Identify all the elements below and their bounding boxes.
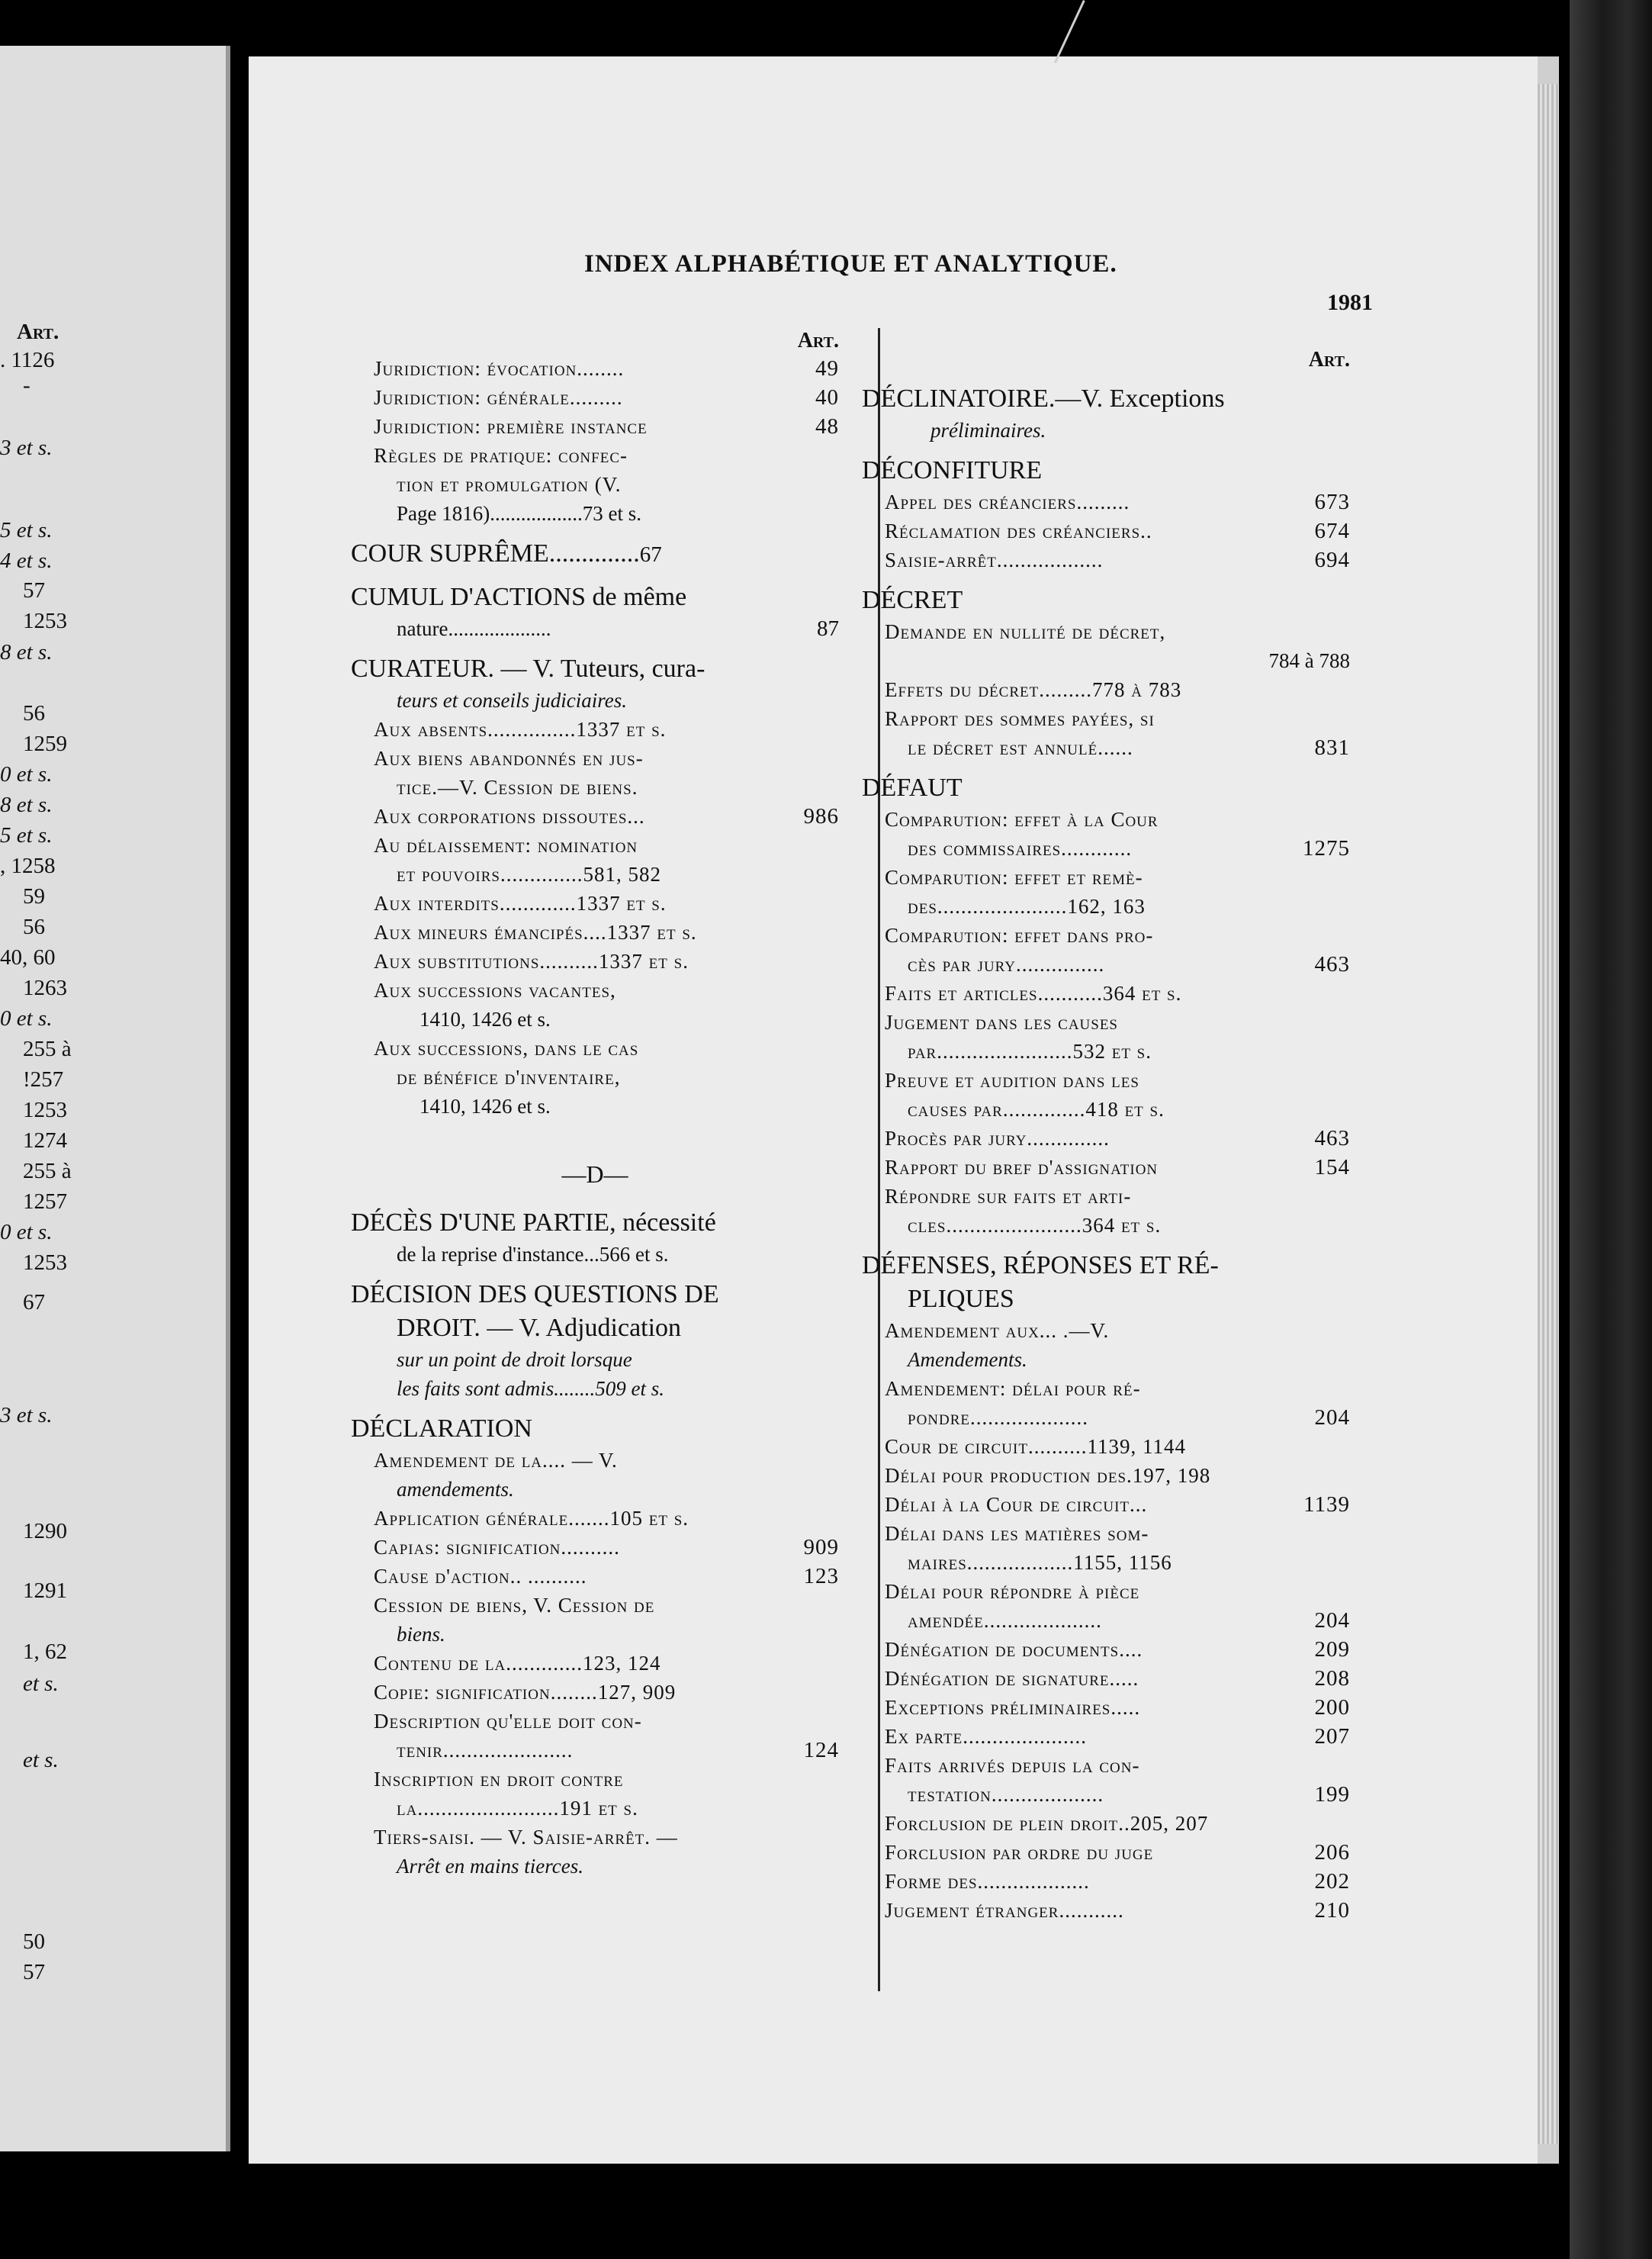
entry-text: Application générale.......105 et s. (374, 1507, 689, 1530)
page-stack-edge (1538, 84, 1559, 2144)
index-entry (862, 1519, 1350, 1548)
article-number: 1275 (1303, 836, 1350, 861)
entry-text: la........................191 et s. (397, 1797, 638, 1820)
entry-text: DÉCLINATOIRE.—V. Exceptions (862, 385, 1225, 413)
index-entry (862, 1374, 1350, 1403)
index-entry (862, 1345, 1350, 1374)
index-entry (351, 831, 839, 860)
entry-text: amendée.................... (908, 1609, 1102, 1632)
index-entry (351, 802, 839, 831)
index-column-right (862, 347, 1350, 1925)
entry-text: Délai pour production des.197, 198 (885, 1464, 1211, 1487)
entry-text: DÉCONFITURE (862, 456, 1043, 484)
index-entry (862, 1635, 1350, 1664)
entry-text: Aux corporations dissoutes... (374, 805, 645, 828)
index-entry (862, 863, 1350, 892)
prev-page-margin-text: 1291 (23, 1578, 67, 1603)
entry-text: Règles de pratique: confec- (374, 444, 628, 467)
prev-page-margin-text: 56 (23, 915, 45, 939)
entry-text: Page 1816)..................73 et s. (397, 502, 641, 525)
entry-text: PLIQUES (908, 1285, 1014, 1313)
index-heading (351, 652, 839, 686)
index-entry (351, 1240, 839, 1269)
entry-text: Tiers-saisi. — V. Saisie-arrêt. — (374, 1826, 678, 1849)
prev-page-margin-text: 57 (23, 1960, 45, 1984)
index-entry (862, 1153, 1350, 1182)
entry-text: Contenu de la.............123, 124 (374, 1652, 661, 1675)
index-entry (351, 614, 839, 643)
entry-text: Juridiction: générale......... (374, 386, 623, 409)
index-entry (862, 1722, 1350, 1751)
index-entry (862, 1432, 1350, 1461)
entry-text: de bénéfice d'inventaire, (397, 1066, 621, 1089)
index-entry (862, 1066, 1350, 1095)
entry-text: Saisie-arrêt.................. (885, 549, 1104, 571)
entry-text: de la reprise d'instance...566 et s. (397, 1243, 669, 1266)
index-heading (862, 382, 1350, 416)
entry-text: teurs et conseils judiciaires. (397, 689, 627, 712)
prev-page-margin-text: - (23, 373, 31, 397)
index-entry (351, 383, 839, 412)
index-entry (351, 889, 839, 918)
entry-text: sur un point de droit lorsque (397, 1348, 632, 1371)
entry-text: Dénégation de signature..... (885, 1667, 1139, 1690)
index-entry (351, 1649, 839, 1678)
index-entry (862, 416, 1350, 445)
prev-page-margin-text: 3 et s. (0, 436, 53, 460)
prev-page-margin-text: 67 (23, 1290, 45, 1315)
prev-page-margin-text: 0 et s. (0, 1006, 53, 1031)
prev-page-margin-text: 8 et s. (0, 793, 53, 817)
entry-text: CUMUL D'ACTIONS de même (351, 583, 687, 611)
index-entry (351, 412, 839, 441)
entry-text: Cession de biens, V. Cession de (374, 1594, 655, 1617)
index-entry (862, 921, 1350, 950)
index-entry (862, 1461, 1350, 1490)
index-entry (862, 617, 1350, 646)
index-entry (862, 1809, 1350, 1838)
entry-text: Ex parte..................... (885, 1725, 1088, 1748)
entry-text: nature.................... (397, 617, 551, 640)
prev-page-margin-text: 40, 60 (0, 945, 56, 970)
index-entry (351, 1620, 839, 1649)
index-entry (351, 860, 839, 889)
index-heading (862, 1249, 1350, 1282)
index-entry (862, 704, 1350, 733)
entry-text: 784 à 788 (1268, 649, 1350, 672)
entry-text: DÉCISION DES QUESTIONS DE (351, 1280, 719, 1308)
entry-text: Dénégation de documents.... (885, 1638, 1143, 1661)
prev-page-margin-text: et s. (23, 1748, 59, 1772)
entry-text: Amendements. (908, 1348, 1027, 1371)
index-entry (351, 1374, 839, 1403)
article-number: 674 (1314, 519, 1350, 543)
article-number: 154 (1314, 1155, 1350, 1179)
index-entry (351, 1005, 839, 1034)
prev-page-margin-text: 1257 (23, 1189, 67, 1214)
entry-text: Réclamation des créanciers.. (885, 520, 1152, 542)
entry-text: cles.......................364 et s. (908, 1214, 1162, 1237)
art-column-label: Art. (1308, 348, 1350, 372)
index-column-left (351, 328, 839, 1881)
index-entry (351, 1475, 839, 1504)
index-entry (351, 354, 839, 383)
entry-text: Répondre sur faits et arti- (885, 1185, 1132, 1208)
entry-text: les faits sont admis........509 et s. (397, 1377, 665, 1400)
index-heading (351, 1311, 839, 1345)
prev-page-margin-text: , 1258 (0, 854, 56, 878)
article-number: 463 (1314, 1126, 1350, 1150)
index-entry (862, 1124, 1350, 1153)
scanner-background-right (1570, 0, 1652, 2259)
entry-text: Aux mineurs émancipés....1337 et s. (374, 921, 697, 944)
index-entry (862, 1490, 1350, 1519)
entry-text: Au délaissement: nomination (374, 834, 638, 857)
entry-text: Comparution: effet et remè- (885, 866, 1143, 889)
prev-page-margin-text: !257 (23, 1067, 64, 1092)
index-entry (862, 1008, 1350, 1037)
entry-text: Juridiction: évocation........ (374, 357, 625, 380)
index-entry (862, 1867, 1350, 1896)
prev-page-margin-text: 1274 (23, 1128, 67, 1153)
prev-page-margin-text: 1, 62 (23, 1640, 67, 1664)
prev-page-margin-text: et s. (23, 1672, 59, 1696)
entry-text: tion et promulgation (V. (397, 473, 622, 496)
entry-text: CURATEUR. — V. Tuteurs, cura- (351, 655, 705, 683)
index-entry (862, 892, 1350, 921)
entry-text: 1410, 1426 et s. (419, 1095, 551, 1118)
article-number: 200 (1314, 1695, 1350, 1720)
index-heading (862, 1282, 1350, 1316)
index-heading (862, 454, 1350, 488)
prev-page-margin-text: 50 (23, 1929, 45, 1954)
entry-text: DROIT. — V. Adjudication (397, 1314, 682, 1342)
index-entry (351, 1092, 839, 1121)
article-number: 1139 (1303, 1492, 1350, 1517)
index-entry (351, 918, 839, 947)
entry-text: Comparution: effet à la Cour (885, 808, 1159, 831)
prev-page-margin-text: 255 à (23, 1037, 72, 1061)
index-entry (862, 488, 1350, 516)
index-entry (351, 1533, 839, 1562)
index-entry (351, 686, 839, 715)
entry-text: Comparution: effet dans pro- (885, 924, 1154, 947)
entry-text: —D— (561, 1160, 628, 1188)
entry-text: Aux absents...............1337 et s. (374, 718, 667, 741)
index-entry (862, 1693, 1350, 1722)
article-number: 40 (815, 385, 839, 410)
prev-page-margin-text: 4 et s. (0, 549, 53, 573)
article-number: 831 (1314, 735, 1350, 760)
index-entry (351, 715, 839, 744)
index-heading (351, 1206, 839, 1240)
article-number: 123 (803, 1564, 839, 1588)
index-heading (862, 584, 1350, 617)
entry-text: Amendement de la.... — V. (374, 1449, 618, 1472)
entry-text: Copie: signification........127, 909 (374, 1681, 677, 1704)
index-entry (862, 516, 1350, 545)
entry-text: Amendement aux... .—V. (885, 1319, 1110, 1342)
entry-text: Forclusion de plein droit..205, 207 (885, 1812, 1209, 1835)
article-number: 87 (817, 616, 839, 641)
entry-text: causes par..............418 et s. (908, 1098, 1165, 1121)
index-entry (351, 1504, 839, 1533)
index-entry (351, 1707, 839, 1736)
index-entry (862, 1780, 1350, 1809)
prev-page-margin-text: 1259 (23, 732, 67, 756)
prev-page-margin-text: 57 (23, 578, 45, 603)
entry-text: DÉCRET (862, 586, 963, 614)
entry-text: DÉCLARATION (351, 1414, 532, 1443)
index-entry (862, 733, 1350, 762)
entry-text: Jugement étranger........... (885, 1899, 1124, 1922)
entry-text: maires..................1155, 1156 (908, 1551, 1172, 1574)
article-number: 124 (803, 1738, 839, 1762)
index-entry (862, 1182, 1350, 1211)
index-entry (862, 1211, 1350, 1240)
entry-text: et pouvoirs..............581, 582 (397, 863, 661, 886)
entry-text: amendements. (397, 1478, 514, 1501)
index-entry (862, 950, 1350, 979)
article-number: 210 (1314, 1898, 1350, 1923)
entry-text: Aux interdits.............1337 et s. (374, 892, 667, 915)
running-title: INDEX ALPHABÉTIQUE ET ANALYTIQUE. (584, 250, 1117, 278)
entry-text: tice.—V. Cession de biens. (397, 776, 638, 799)
article-number: 204 (1314, 1405, 1350, 1430)
section-letter (351, 1151, 839, 1197)
index-entry (351, 1765, 839, 1794)
prev-page-margin-text: 1253 (23, 609, 67, 633)
entry-text: Délai pour répondre à pièce (885, 1580, 1140, 1603)
index-entry (862, 1751, 1350, 1780)
article-number: 48 (815, 414, 839, 439)
entry-text: Demande en nullité de décret, (885, 620, 1166, 643)
index-entry (351, 1823, 839, 1852)
prev-page-margin-text: 255 à (23, 1159, 72, 1183)
article-number: 199 (1314, 1782, 1350, 1807)
index-entry (351, 1794, 839, 1823)
entry-text: 1410, 1426 et s. (419, 1008, 551, 1031)
entry-text: Exceptions préliminaires..... (885, 1696, 1141, 1719)
index-entry (351, 441, 839, 470)
index-entry (351, 1736, 839, 1765)
prev-page-margin-text: 1263 (23, 976, 67, 1000)
index-heading (862, 771, 1350, 805)
page-number: 1981 (1327, 290, 1373, 315)
index-entry (862, 1548, 1350, 1577)
article-number: 67 (639, 542, 662, 567)
index-entry (862, 1316, 1350, 1345)
art-column-label: Art. (797, 329, 839, 352)
article-number: 909 (803, 1535, 839, 1559)
article-number: 204 (1314, 1608, 1350, 1633)
entry-text: Effets du décret.........778 à 783 (885, 678, 1182, 701)
index-entry (351, 1852, 839, 1881)
entry-text: Inscription en droit contre (374, 1768, 624, 1791)
entry-text: des commissaires............ (908, 837, 1133, 860)
article-number: 986 (803, 804, 839, 829)
entry-text: pondre.................... (908, 1406, 1089, 1429)
entry-text: Cause d'action.. .......... (374, 1565, 587, 1588)
prev-page-margin-text: 0 et s. (0, 1220, 53, 1244)
entry-text: des......................162, 163 (908, 895, 1146, 918)
entry-text: Aux successions vacantes, (374, 979, 616, 1002)
article-number: 202 (1314, 1869, 1350, 1894)
entry-text: Amendement: délai pour ré- (885, 1377, 1141, 1400)
prev-page-margin-text: . 1126 (0, 348, 55, 372)
entry-text: Aux substitutions..........1337 et s. (374, 950, 689, 973)
entry-text: Rapport du bref d'assignation (885, 1156, 1159, 1179)
article-number: 208 (1314, 1666, 1350, 1691)
entry-text: DÉFAUT (862, 774, 963, 802)
index-entry (862, 1095, 1350, 1124)
index-heading (351, 1412, 839, 1446)
entry-text: Cour de circuit..........1139, 1144 (885, 1435, 1186, 1458)
entry-text: le décret est annulé...... (908, 736, 1133, 759)
article-number: 209 (1314, 1637, 1350, 1662)
index-entry (351, 1345, 839, 1374)
entry-text: Délai à la Cour de circuit... (885, 1493, 1148, 1516)
index-entry (862, 1606, 1350, 1635)
entry-text: Appel des créanciers......... (885, 491, 1130, 513)
entry-text: Faits arrivés depuis la con- (885, 1754, 1140, 1777)
prev-page-margin-text: 1253 (23, 1098, 67, 1122)
index-heading (351, 537, 839, 571)
entry-text: Faits et articles...........364 et s. (885, 982, 1182, 1005)
index-heading (351, 1278, 839, 1311)
entry-text: DÉFENSES, RÉPONSES ET RÉ- (862, 1251, 1219, 1279)
index-entry (351, 499, 839, 528)
index-entry (862, 1037, 1350, 1066)
entry-text: Délai dans les matières som- (885, 1522, 1149, 1545)
prev-page-margin-text: 59 (23, 884, 45, 909)
index-entry (862, 1838, 1350, 1867)
article-number: 694 (1314, 548, 1350, 572)
entry-text: Forme des................... (885, 1870, 1090, 1893)
prev-page-margin-text: 8 et s. (0, 640, 53, 665)
index-heading (351, 581, 839, 614)
index-entry (351, 1678, 839, 1707)
prev-page-margin-text: 1290 (23, 1519, 67, 1543)
index-entry (862, 805, 1350, 834)
article-number: 206 (1314, 1840, 1350, 1865)
entry-text: Aux biens abandonnés en jus- (374, 747, 644, 770)
index-entry (351, 976, 839, 1005)
index-entry (862, 979, 1350, 1008)
index-entry (862, 1403, 1350, 1432)
entry-text: DÉCÈS D'UNE PARTIE, nécessité (351, 1208, 716, 1237)
prev-page-margin-text: 5 et s. (0, 823, 53, 848)
entry-text: testation................... (908, 1783, 1104, 1806)
entry-text: cès par jury............... (908, 953, 1105, 976)
entry-text: Aux successions, dans le cas (374, 1037, 639, 1060)
index-entry (862, 646, 1350, 675)
scratch-mark (1054, 0, 1085, 63)
index-entry (862, 834, 1350, 863)
entry-text: COUR SUPRÊME.............. (351, 539, 640, 568)
entry-text: préliminaires. (930, 419, 1046, 442)
index-entry (351, 1034, 839, 1063)
index-entry (351, 947, 839, 976)
entry-text: Jugement dans les causes (885, 1011, 1118, 1034)
entry-text: Juridiction: première instance (374, 415, 648, 438)
entry-text: Arrêt en mains tierces. (397, 1855, 583, 1878)
article-number: 49 (815, 356, 839, 381)
index-entry (862, 1896, 1350, 1925)
entry-text: Procès par jury.............. (885, 1127, 1110, 1150)
index-entry (351, 1063, 839, 1092)
index-entry (351, 744, 839, 773)
entry-text: par.......................532 et s. (908, 1040, 1152, 1063)
article-number: 463 (1314, 952, 1350, 977)
entry-text: Rapport des sommes payées, si (885, 707, 1155, 730)
article-number: 207 (1314, 1724, 1350, 1749)
index-entry (351, 470, 839, 499)
index-entry (351, 1446, 839, 1475)
prev-page-margin-text: 56 (23, 701, 45, 726)
index-entry (351, 773, 839, 802)
entry-text: Capias: signification.......... (374, 1536, 620, 1559)
index-entry (862, 545, 1350, 574)
entry-text: Forclusion par ordre du juge (885, 1841, 1154, 1864)
entry-text: Preuve et audition dans les (885, 1069, 1139, 1092)
prev-page-margin-text: Art. (17, 320, 59, 344)
index-entry (351, 1562, 839, 1591)
prev-page-margin-text: 5 et s. (0, 518, 53, 542)
prev-page-margin-text: 1253 (23, 1250, 67, 1275)
index-entry (862, 1577, 1350, 1606)
index-entry (862, 1664, 1350, 1693)
entry-text: Description qu'elle doit con- (374, 1710, 642, 1733)
prev-page-margin-text: 0 et s. (0, 762, 53, 787)
index-entry (862, 675, 1350, 704)
prev-page-margin-text: 3 et s. (0, 1403, 53, 1427)
article-number: 673 (1314, 490, 1350, 514)
entry-text: tenir...................... (397, 1739, 574, 1762)
index-entry (351, 1591, 839, 1620)
entry-text: biens. (397, 1623, 445, 1646)
